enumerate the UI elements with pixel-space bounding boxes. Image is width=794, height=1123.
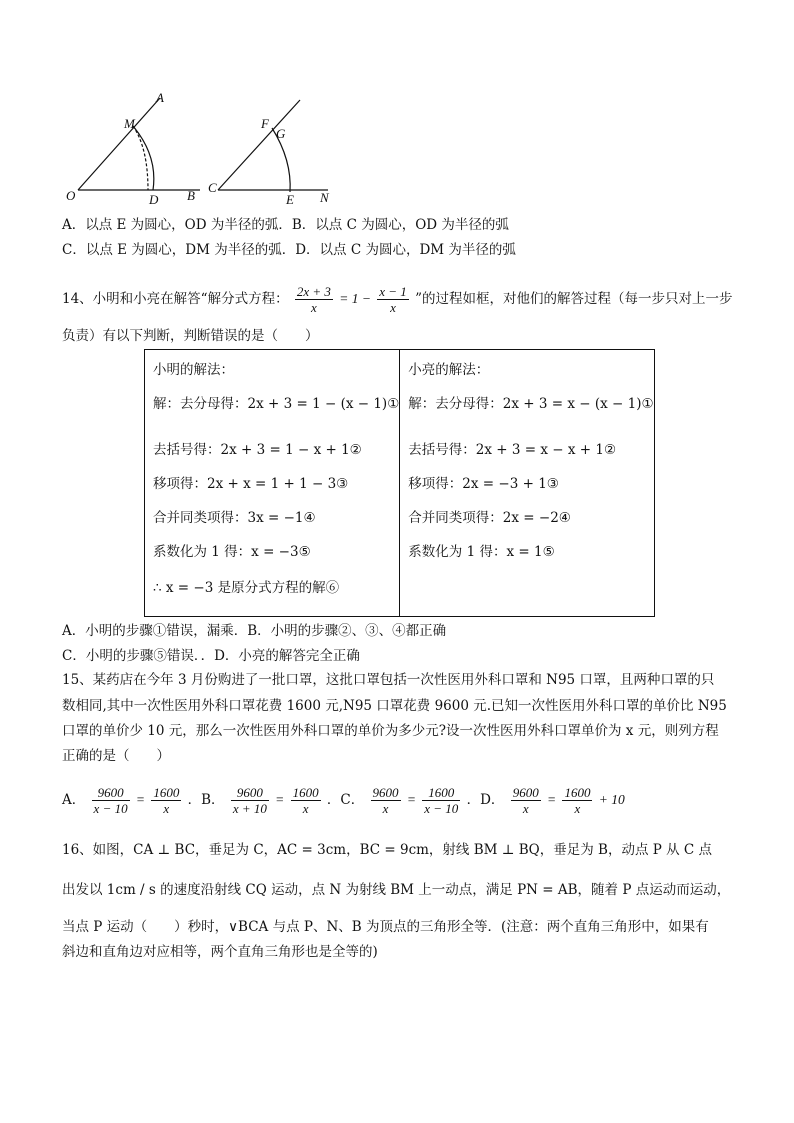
xiaoming-step-3: 移项得：2x + x = 1 + 1 − 3③: [153, 476, 349, 492]
q15-b-n1: 9600: [231, 785, 269, 801]
q15-b-d2: x: [302, 801, 309, 816]
q15-line-4: 正确的是（ ）: [62, 748, 170, 764]
xiaoliang-step-4: 合并同类项得：2x = −2④: [408, 510, 571, 526]
q14-frac1-den: x: [311, 300, 317, 315]
right-angle: [218, 100, 328, 192]
q15-c-d1: x: [382, 801, 389, 816]
q15-option-a-label: A．: [62, 792, 86, 808]
q14-stem-line1: [62, 282, 733, 316]
q16-line-3: 当点 P 运动（ ）秒时，∨BCA 与点 P、N、B 为顶点的三角形全等．(注意：两个直角三角形中，如果有: [62, 919, 709, 935]
label-F: F: [261, 116, 269, 131]
q14-options-cd: C．小明的步骤⑤错误．．D．小亮的解答完全正确: [62, 648, 360, 664]
q16-line-1: 16、如图，CA ⊥ BC，垂足为 C，AC = 3cm，BC = 9cm，射线 BM ⊥ BQ，垂足为 B，动点 P 从 C 点: [62, 842, 713, 858]
xiaoming-step-1: 解：去分母得：2x + 3 = 1 − (x − 1)①: [153, 396, 400, 412]
left-angle: [78, 98, 200, 190]
q15-c-n1: 9600: [372, 785, 399, 800]
q14-prefix: 14、小明和小亮在解答“解分式方程：: [62, 291, 289, 307]
q15-d-frac1: [511, 785, 541, 816]
q14-options-ab: A．小明的步骤①错误，漏乘．B．小明的步骤②、③、④都正确: [62, 623, 447, 639]
q15-a-frac2: [151, 785, 181, 816]
q15-b-frac2: [291, 785, 321, 816]
q14-eq-mid: = 1 −: [339, 291, 371, 306]
xiaoming-step-5: 系数化为 1 得：x = −3⑤: [153, 544, 311, 560]
label-N: N: [320, 190, 329, 205]
q14-fraction-1: [295, 284, 333, 315]
q15-a-frac1: [92, 785, 130, 816]
construction-figure: [60, 88, 350, 208]
q14-stem-line2: 负责）有以下判断，判断错误的是（ ）: [62, 328, 319, 344]
q15-c-n2: 1600: [422, 785, 460, 801]
xiaoliang-step-5: 系数化为 1 得：x = 1⑤: [408, 544, 555, 560]
label-G: G: [276, 126, 286, 141]
xiaoming-step-2: 去括号得：2x + 3 = 1 − x + 1②: [153, 442, 362, 458]
solution-table: [144, 349, 655, 617]
q15-a-d2: x: [163, 801, 170, 816]
q15-b-eq: =: [275, 792, 285, 807]
q14-frac1-num: 2x + 3: [296, 284, 331, 299]
q15-b-frac1: [231, 785, 269, 816]
q15-a-n2: 1600: [153, 785, 180, 800]
q15-d-tail: + 10: [598, 792, 625, 807]
q15-b-d1: x + 10: [232, 801, 267, 816]
xiaoming-title: 小明的解法：: [153, 362, 234, 378]
q14-suffix: ”的过程如框，对他们的解答过程（每一步只对上一步: [415, 291, 733, 307]
q15-line-3: 口罩的单价少 10 元，那么一次性医用外科口罩的单价为多少元?设一次性医用外科口罩单价为 x 元，则列方程: [62, 723, 719, 739]
q15-b-n2: 1600: [292, 785, 319, 800]
q13-options-cd: C．以点 E 为圆心，DM 为半径的弧．D．以点 C 为圆心，DM 为半径的弧: [62, 242, 516, 258]
q15-a-d1: x − 10: [93, 801, 128, 816]
q15-options: [62, 780, 625, 820]
q15-b-end: ．C．: [326, 792, 365, 808]
q15-c-d2: x − 10: [424, 801, 459, 816]
q14-fraction-2: [377, 284, 409, 315]
label-A: A: [156, 90, 164, 105]
q15-c-frac1: [371, 785, 401, 816]
q15-d-d2: x: [574, 801, 581, 816]
label-O: O: [66, 188, 76, 203]
xiaoming-step-6: ∴ x = −3 是原分式方程的解⑥: [153, 580, 340, 596]
xiaoliang-step-3: 移项得：2x = −3 + 1③: [408, 476, 559, 492]
q15-a-end: ．B．: [187, 792, 225, 808]
xiaoliang-solution: [400, 350, 654, 617]
q15-c-frac2: [422, 785, 460, 816]
label-M: M: [124, 116, 135, 131]
q15-c-end: ．D．: [466, 792, 505, 808]
xiaoming-step-4: 合并同类项得：3x = −1④: [153, 510, 316, 526]
q15-d-frac2: [562, 785, 592, 816]
q15-c-eq: =: [406, 792, 416, 807]
q14-frac2-num: x − 1: [379, 284, 407, 299]
label-E: E: [286, 192, 294, 207]
q15-a-n1: 9600: [92, 785, 130, 801]
q15-a-eq: =: [135, 792, 146, 807]
q13-options-ab: A．以点 E 为圆心，OD 为半径的弧．B．以点 C 为圆心，OD 为半径的弧: [62, 217, 509, 233]
label-B: B: [187, 188, 195, 203]
q15-d-eq: =: [547, 792, 557, 807]
xiaoliang-step-1: 解：去分母得：2x + 3 = x − (x − 1)①: [408, 396, 654, 412]
xiaoming-solution: [145, 350, 400, 617]
q14-frac2-den: x: [390, 300, 396, 315]
label-D: D: [149, 192, 159, 207]
q15-d-d1: x: [522, 801, 529, 816]
q15-line-2: 数相同,其中一次性医用外科口罩花费 1600 元,N95 口罩花费 9600 元.已知一次性医用外科口罩的单价比 N95: [62, 698, 727, 714]
xiaoliang-step-2: 去括号得：2x + 3 = x − x + 1②: [408, 442, 617, 458]
q15-d-n1: 9600: [512, 785, 539, 800]
q16-line-2: 出发以 1cm / s 的速度沿射线 CQ 运动，点 N 为射线 BM 上一动点，满足 PN = AB，随着 P 点运动而运动，: [62, 882, 731, 898]
q15-line-1: 15、某药店在今年 3 月份购进了一批口罩，这批口罩包括一次性医用外科口罩和 N95 口罩，且两种口罩的只: [62, 672, 715, 688]
q16-line-4: 斜边和直角边对应相等，两个直角三角形也是全等的): [62, 944, 378, 960]
label-C: C: [208, 180, 217, 195]
xiaoliang-title: 小亮的解法：: [408, 362, 490, 378]
q15-d-n2: 1600: [564, 785, 591, 800]
